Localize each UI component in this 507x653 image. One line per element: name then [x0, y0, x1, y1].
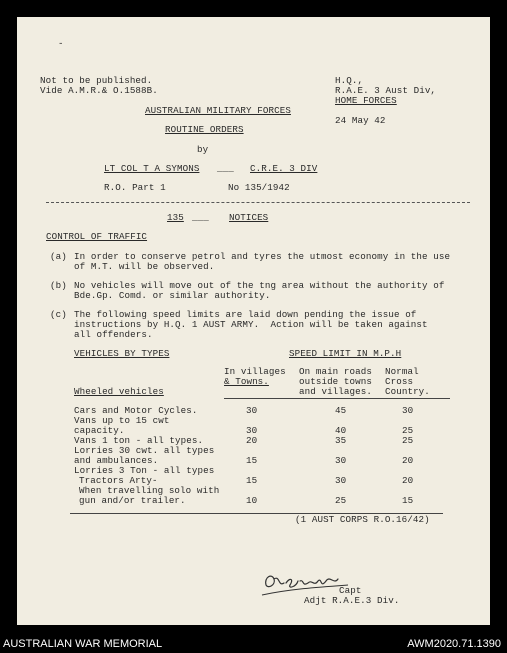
margin-mark: -	[58, 38, 64, 49]
col2-header-line-2: outside towns	[299, 376, 372, 387]
subject-heading: CONTROL OF TRAFFIC	[46, 231, 148, 242]
col2-header-line-3: and villages.	[299, 386, 372, 397]
document-page	[17, 17, 490, 625]
hq-line-2: R.A.E. 3 Aust Div,	[335, 85, 437, 96]
col2-header-line-1: On main roads	[299, 366, 372, 377]
ro-part: R.O. Part 1	[104, 182, 166, 193]
row-value-main-roads: 25	[335, 495, 347, 506]
order-date: 24 May 42	[335, 115, 386, 126]
row-value-cross-country: 20	[402, 455, 414, 466]
restriction-line-2: Vide A.M.R.& O.1588B.	[40, 85, 158, 96]
row-label: When travelling solo with	[79, 485, 220, 496]
row-value-cross-country: 25	[402, 425, 414, 436]
row-value-main-roads: 45	[335, 405, 347, 416]
row-label: Lorries 3 Ton - all types	[74, 465, 215, 476]
row-value-villages: 15	[246, 475, 258, 486]
row-value-cross-country: 30	[402, 405, 414, 416]
para-b-line-2: Bde.Gp. Comd. or similar authority.	[74, 290, 271, 301]
para-a-label: (a)	[50, 251, 67, 262]
row-value-villages: 30	[246, 405, 258, 416]
commander-name: LT COL T A SYMONS	[104, 163, 200, 174]
row-value-cross-country: 20	[402, 475, 414, 486]
row-label-continued: Tractors Arty-	[79, 475, 158, 486]
row-value-villages: 15	[246, 455, 258, 466]
row-value-main-roads: 35	[335, 435, 347, 446]
section-title: NOTICES	[229, 212, 269, 223]
reference: (1 AUST CORPS R.O.16/42)	[295, 514, 430, 525]
col1-header-line-2: & Towns.	[224, 376, 269, 387]
header-divider	[46, 202, 470, 203]
row-label-continued: capacity.	[74, 425, 125, 436]
row-value-villages: 20	[246, 435, 258, 446]
commander-separator: ___	[217, 163, 234, 174]
commander-role: C.R.E. 3 DIV	[250, 163, 318, 174]
para-a-line-1: In order to conserve petrol and tyres the utmost economy in the use	[74, 251, 451, 262]
signature-image	[260, 565, 350, 599]
para-c-line-3: all offenders.	[74, 329, 153, 340]
row-label-continued: gun and/or trailer.	[79, 495, 186, 506]
row-label: Lorries 30 cwt. all types	[74, 445, 215, 456]
row-value-cross-country: 15	[402, 495, 414, 506]
title-by: by	[197, 144, 209, 155]
row-value-cross-country: 25	[402, 435, 414, 446]
table-header-rule	[224, 398, 450, 399]
archive-footer	[0, 625, 507, 653]
col3-header-line-1: Normal	[385, 366, 419, 377]
para-c-label: (c)	[50, 309, 67, 320]
para-b-line-1: No vehicles will move out of the tng area without the authority of	[74, 280, 445, 291]
signature-rank: Capt	[339, 585, 362, 596]
para-c-line-1: The following speed limits are laid down pending the issue of	[74, 309, 417, 320]
row-value-main-roads: 30	[335, 475, 347, 486]
para-b-label: (b)	[50, 280, 67, 291]
wheeled-heading: Wheeled vehicles	[74, 386, 164, 397]
title-routine-orders: ROUTINE ORDERS	[165, 124, 244, 135]
para-a-line-2: of M.T. will be observed.	[74, 261, 215, 272]
row-value-villages: 30	[246, 425, 258, 436]
footer-institution: AUSTRALIAN WAR MEMORIAL	[3, 638, 163, 650]
row-label: Cars and Motor Cycles.	[74, 405, 198, 416]
section-separator: ___	[192, 212, 209, 223]
row-value-villages: 10	[246, 495, 258, 506]
row-value-main-roads: 30	[335, 455, 347, 466]
signature-title: Adjt R.A.E.3 Div.	[304, 595, 400, 606]
row-value-main-roads: 40	[335, 425, 347, 436]
hq-line-1: H.Q.,	[335, 75, 364, 86]
para-c-line-2: instructions by H.Q. 1 AUST ARMY. Action will be taken against	[74, 319, 428, 330]
row-label: Vans up to 15 cwt	[74, 415, 170, 426]
footer-accession-number: AWM2020.71.1390	[407, 638, 501, 650]
col3-header-line-2: Cross	[385, 376, 414, 387]
table-head-speed: SPEED LIMIT IN M.P.H	[289, 348, 402, 359]
row-label: Vans 1 ton - all types.	[74, 435, 204, 446]
col3-header-line-3: Country.	[385, 386, 430, 397]
table-head-vehicles: VEHICLES BY TYPES	[74, 348, 170, 359]
hq-line-3: HOME FORCES	[335, 95, 397, 106]
row-label-continued: and ambulances.	[74, 455, 159, 466]
restriction-line-1: Not to be published.	[40, 75, 153, 86]
title-forces: AUSTRALIAN MILITARY FORCES	[145, 105, 291, 116]
section-number: 135	[167, 212, 184, 223]
col1-header-line-1: In villages	[224, 366, 286, 377]
ro-number: No 135/1942	[228, 182, 290, 193]
